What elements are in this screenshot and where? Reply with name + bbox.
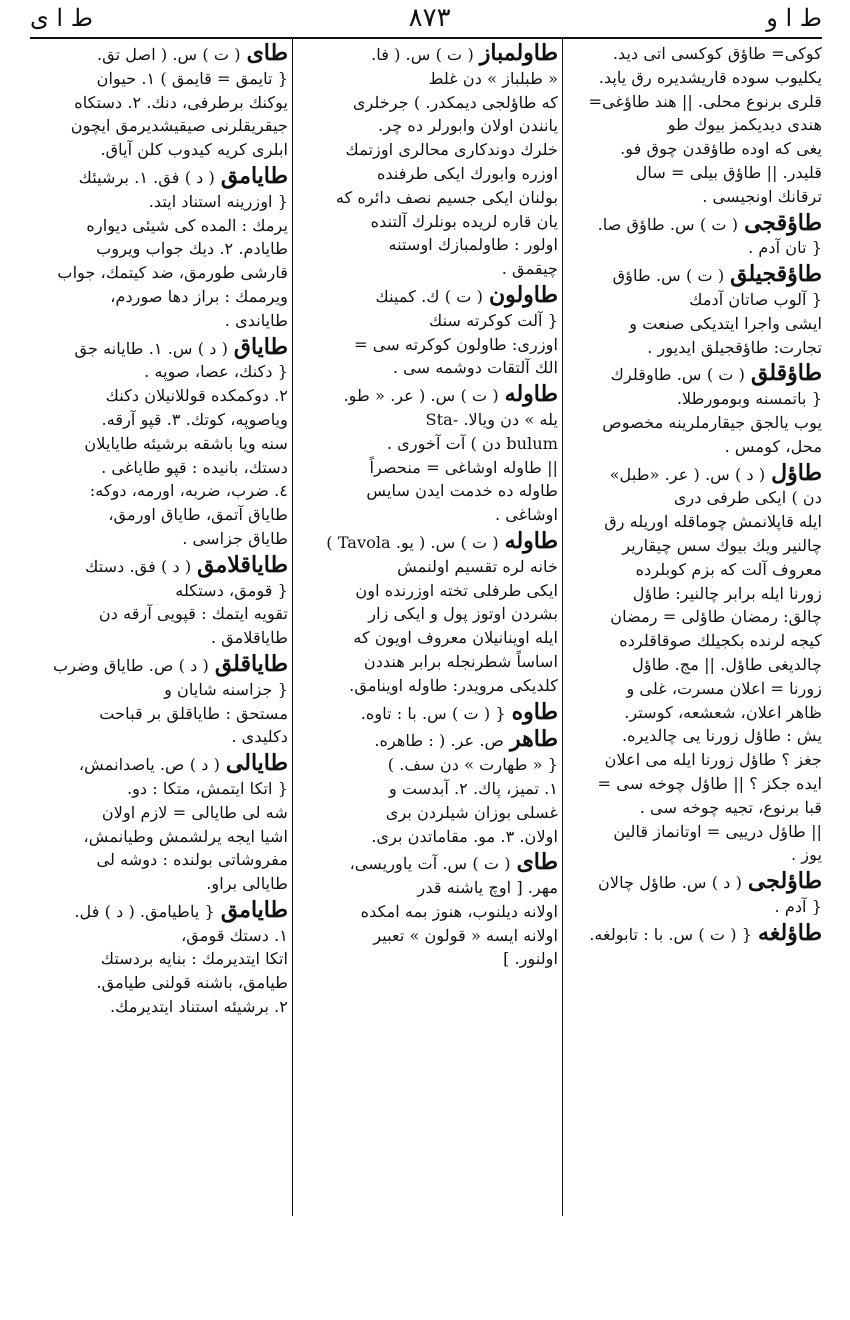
entry-text: جغز ؟ طاؤل زورنا ايله مى اعلان bbox=[604, 750, 822, 770]
dictionary-entry bbox=[296, 851, 558, 971]
entry-line bbox=[296, 210, 558, 234]
header-rule bbox=[30, 37, 822, 39]
dictionary-entry bbox=[296, 701, 558, 726]
entry-line bbox=[566, 236, 822, 260]
entry-line bbox=[296, 456, 558, 480]
entry-text: ٢. برشيئه استناد ايتديرمك. bbox=[110, 997, 288, 1017]
entry-text: ( ت ) س. ( عر. « طو. bbox=[343, 386, 499, 406]
entry-line bbox=[566, 42, 822, 66]
entry-text: مستحق : طاياقلق بر قباحت bbox=[99, 703, 288, 723]
entry-text: چيقمق . bbox=[501, 259, 558, 279]
entry-line bbox=[566, 462, 822, 487]
entry-text: جيقريقلرنى صيقيشديرمق ايچون bbox=[70, 116, 288, 136]
column-middle bbox=[296, 42, 558, 1217]
entry-line bbox=[30, 384, 288, 408]
entry-line bbox=[566, 870, 822, 895]
entry-text: اولانه ايسه « قولون » تعبير bbox=[373, 925, 558, 945]
entry-text: اولانه ديلنوب، هنوز بمه امكده bbox=[360, 901, 558, 921]
entry-line bbox=[566, 582, 822, 606]
entry-line bbox=[296, 432, 558, 456]
entry-text: طاياقلامق . bbox=[210, 628, 288, 648]
entry-text: ( د ) ص. ياصدانمش، bbox=[78, 755, 220, 775]
entry-text: خلرك دوندكارى محالرى اوزتمك bbox=[345, 140, 558, 160]
entry-text: اولان. ٣. مو. مقاماتدن برى. bbox=[371, 826, 558, 846]
entry-line bbox=[566, 336, 822, 360]
entry-line bbox=[30, 899, 288, 924]
entry-headword: طاولون bbox=[488, 283, 558, 308]
entry-text: { « طهارت » دن سف. ) bbox=[387, 755, 558, 775]
entry-text: ابلرى كريه كيدوب كلن آياق. bbox=[100, 140, 288, 160]
entry-line bbox=[296, 947, 558, 971]
entry-text: اتكا ايتديرمك : بنايه بردستك bbox=[100, 949, 288, 969]
entry-text: ( د ) س. طاؤل چالان bbox=[597, 873, 742, 893]
entry-headword: طاياقلق bbox=[214, 652, 288, 677]
entry-line bbox=[30, 725, 288, 749]
entry-line bbox=[566, 558, 822, 582]
entry-headword: طايامق bbox=[220, 164, 288, 189]
entry-text: ١. تميز، پاك. ٢. آبدست و bbox=[388, 778, 558, 798]
entry-line bbox=[566, 796, 822, 820]
entry-text: قليدر. || طاؤق بيلى = سال bbox=[635, 162, 822, 182]
entry-line bbox=[566, 113, 822, 137]
entry-line bbox=[566, 510, 822, 534]
entry-text: { باتمسنه وبومورطلا. bbox=[676, 389, 822, 409]
entry-headword: طاوه bbox=[511, 700, 558, 725]
entry-line bbox=[30, 579, 288, 603]
entry-text: دكليدى . bbox=[231, 727, 288, 747]
entry-text: { قومق، دستكله bbox=[175, 580, 288, 600]
entry-text: { دكنك، عصا، صوپه . bbox=[144, 362, 288, 382]
column-divider bbox=[562, 38, 563, 1216]
entry-line bbox=[30, 432, 288, 456]
entry-line bbox=[296, 753, 558, 777]
entry-line bbox=[296, 479, 558, 503]
entry-text: طاياق آتمق، طاياق اورمق، bbox=[108, 505, 288, 525]
entry-line bbox=[296, 233, 558, 257]
entry-text: اولنور. ] bbox=[503, 949, 558, 969]
entry-text: bulum دن ) آت آخورى . bbox=[386, 433, 558, 453]
entry-text: بولنان ايكى جسيم نصف دائره كه bbox=[335, 187, 558, 207]
dictionary-entry bbox=[30, 165, 288, 333]
entry-line bbox=[566, 288, 822, 312]
entry-line bbox=[566, 161, 822, 185]
entry-text: خانه لره تقسيم اولنمش bbox=[397, 556, 558, 576]
entry-line bbox=[296, 555, 558, 579]
entry-line bbox=[296, 851, 558, 876]
left-guide-word: ط ا ی bbox=[30, 4, 93, 32]
entry-line bbox=[296, 801, 558, 825]
entry-text: اشيا ايجه يرلشمش وطيانمش، bbox=[83, 826, 288, 846]
entry-headword: طاؤلجى bbox=[747, 870, 822, 895]
entry-line bbox=[566, 312, 822, 336]
entry-text: يوب يالجق جيقارملرينه مخصوص bbox=[602, 412, 822, 432]
entry-line bbox=[30, 554, 288, 579]
entry-text: ويرممك : براز دها صوردم، bbox=[110, 286, 288, 306]
entry-line bbox=[30, 626, 288, 650]
entry-text: ايله اوينانيلان معروف اويون كه bbox=[353, 628, 558, 648]
dictionary-entry bbox=[296, 383, 558, 527]
entry-line bbox=[30, 752, 288, 777]
entry-text: يرمك : المده كى شيئى ديواره bbox=[86, 215, 288, 235]
entry-text: هندى ديديكمز بيوك طو bbox=[667, 115, 822, 135]
entry-text: اولور : طاولمبازك اوستنه bbox=[388, 235, 558, 255]
entry-line bbox=[30, 924, 288, 948]
entry-text: طايادم. ٢. ديك جواب ويروب bbox=[96, 239, 288, 259]
entry-text: يكليوب سوده قاريشديره رق ياپد. bbox=[598, 67, 822, 87]
entry-line bbox=[30, 309, 288, 333]
entry-line bbox=[296, 602, 558, 626]
entry-text: كيجه لرنده بكجيلك صوقاقلرده bbox=[619, 631, 822, 651]
entry-line bbox=[566, 895, 822, 919]
dictionary-entry bbox=[30, 42, 288, 162]
entry-line bbox=[566, 922, 822, 947]
entry-text: ايكى طرفلى تخته اوزرنده اون bbox=[355, 580, 558, 600]
entry-line bbox=[30, 165, 288, 190]
dictionary-entry bbox=[566, 362, 822, 458]
entry-line bbox=[296, 333, 558, 357]
entry-headword: طاولمباز bbox=[479, 42, 558, 66]
entry-line bbox=[296, 503, 558, 527]
column-left bbox=[30, 42, 288, 1217]
entry-text: زورنا = اعلان مسرت، غلى و bbox=[626, 678, 822, 698]
entry-headword: طاوله bbox=[504, 383, 558, 408]
entry-headword: طاؤقجى bbox=[744, 211, 822, 236]
entry-text: كوكى= طاؤق كوكسى اتى ديد. bbox=[612, 44, 822, 63]
dictionary-entry bbox=[566, 212, 822, 261]
entry-text: { ياطيامق. ( د ) فل. bbox=[74, 901, 215, 921]
entry-line bbox=[30, 91, 288, 115]
entry-text: « طبلباز » دن غلط bbox=[428, 68, 558, 88]
entry-text: كلديكى مرويدر: طاوله اوينامق. bbox=[349, 675, 558, 695]
entry-line bbox=[30, 456, 288, 480]
entry-text: قارشى طورمق، ضد كيتمك، جواب bbox=[57, 263, 288, 283]
entry-text: ٢. دوكمكده قوللانيلان دكنك bbox=[105, 386, 288, 406]
entry-line bbox=[296, 309, 558, 333]
entry-text: ( ت ) س. ( فا. bbox=[371, 45, 474, 64]
entry-line bbox=[566, 748, 822, 772]
entry-text: { اتكا ايتمش، متكا : دو. bbox=[126, 778, 288, 798]
entry-headword: طايامق bbox=[220, 898, 288, 923]
entry-text: { ( ت ) س. با : تابولغه. bbox=[589, 924, 753, 944]
entry-line bbox=[296, 924, 558, 948]
entry-line bbox=[296, 383, 558, 408]
entry-line bbox=[30, 67, 288, 91]
entry-text: اوشاغى . bbox=[494, 505, 558, 525]
entry-line bbox=[30, 702, 288, 726]
right-guide-word: ط ا و bbox=[766, 4, 822, 32]
entry-text: || طاؤل درييى = اوتانماز قالين bbox=[613, 821, 822, 841]
entry-text: مفروشاتى بولنده : دوشه لى bbox=[96, 850, 288, 870]
entry-line bbox=[566, 486, 822, 510]
entry-text: ( ت ) س. ( يو. Tavola ) bbox=[326, 532, 499, 552]
entry-text: ( ت ) س. طاؤق bbox=[612, 266, 725, 286]
entry-line bbox=[30, 527, 288, 551]
entry-text: چالنير ويك بيوك سس چيقارير bbox=[622, 535, 822, 555]
entry-line bbox=[296, 876, 558, 900]
entry-line bbox=[30, 971, 288, 995]
dictionary-entry bbox=[30, 899, 288, 1019]
entry-line bbox=[566, 820, 822, 844]
entry-text: { آلت كوكرته سنك bbox=[428, 310, 558, 330]
entry-text: ايشى واجرا ايتديكى صنعت و bbox=[629, 313, 822, 333]
entry-text: اوزرى: طاولون كوكرته سى = bbox=[354, 334, 558, 354]
entry-line bbox=[30, 947, 288, 971]
entry-line bbox=[296, 138, 558, 162]
entry-text: يوكنك برطرفى، دنك. ٢. دستكاه bbox=[74, 92, 288, 112]
entry-text: ( د ) س. ١. طايانه جق bbox=[74, 338, 228, 358]
entry-text: چالديغى طاؤل. || مج. طاؤل bbox=[632, 654, 822, 674]
entry-line bbox=[30, 848, 288, 872]
entry-line bbox=[566, 212, 822, 237]
entry-line bbox=[30, 678, 288, 702]
entry-line bbox=[30, 114, 288, 138]
entry-text: يغى كه اوده طاؤقدن چوق فو. bbox=[620, 139, 822, 159]
entry-text: يان قاره لريده بونلرك آلتنده bbox=[370, 211, 558, 231]
entry-line bbox=[30, 408, 288, 432]
entry-text: { اوزرينه استناد ايتد. bbox=[148, 191, 288, 211]
entry-line bbox=[296, 356, 558, 380]
entry-text: قبا برنوع، تجيه چوخه سى . bbox=[639, 797, 822, 817]
entry-line bbox=[296, 42, 558, 67]
entry-headword: طاؤقلق bbox=[751, 362, 822, 387]
entry-text: ( د ) ص. طاياق وضرب bbox=[52, 655, 209, 675]
entry-line bbox=[566, 362, 822, 387]
dictionary-entry bbox=[296, 284, 558, 380]
entry-line bbox=[296, 626, 558, 650]
entry-text: ( د ) فق. دستك bbox=[85, 556, 192, 576]
entry-line bbox=[296, 162, 558, 186]
entry-text: مهر. [ اوچ ياشنه قدر bbox=[417, 878, 558, 898]
entry-line bbox=[296, 114, 558, 138]
entry-line bbox=[296, 408, 558, 432]
entry-text: يوز . bbox=[791, 845, 822, 865]
entry-line bbox=[296, 257, 558, 281]
entry-text: طاياندى . bbox=[224, 310, 288, 330]
dictionary-entry bbox=[296, 42, 558, 281]
page-number: ۸۷۳ bbox=[408, 3, 451, 33]
entry-line bbox=[566, 629, 822, 653]
entry-text: دن ) ايكى طرفى درى bbox=[673, 488, 822, 508]
entry-headword: طاؤقجيلق bbox=[730, 263, 822, 288]
entry-text: يانندن اولان وابورلر ده چر. bbox=[378, 116, 558, 136]
entry-text: طاياق جزاسى . bbox=[182, 528, 288, 548]
entry-line bbox=[566, 137, 822, 161]
entry-line bbox=[30, 602, 288, 626]
entry-headword: طاؤل bbox=[771, 461, 822, 486]
entry-line bbox=[30, 336, 288, 361]
entry-text: يله » دن ويالا. -Sta bbox=[425, 409, 558, 429]
entry-line bbox=[296, 186, 558, 210]
dictionary-entry bbox=[30, 752, 288, 896]
entry-line bbox=[566, 843, 822, 867]
entry-headword: طاياق bbox=[233, 335, 288, 360]
entry-text: { آدم . bbox=[774, 896, 822, 916]
column-right bbox=[566, 42, 822, 1217]
entry-headword: طاى bbox=[516, 851, 558, 876]
entry-line bbox=[30, 479, 288, 503]
entry-text: طيامق، باشنه قولنى طيامق. bbox=[96, 973, 288, 993]
entry-text: دستك، بانيده : قپو طاياغى . bbox=[101, 457, 288, 477]
entry-text: ظاهر اعلان، شعشعه، كوستر. bbox=[624, 702, 822, 722]
dictionary-entry bbox=[296, 728, 558, 848]
entry-line bbox=[30, 777, 288, 801]
entry-line bbox=[296, 67, 558, 91]
entry-line bbox=[296, 579, 558, 603]
entry-line bbox=[566, 724, 822, 748]
entry-line bbox=[566, 90, 822, 114]
entry-text: اوزره وابورك ايكى طرفنده bbox=[376, 163, 558, 183]
entry-text: غسلى بوزان شيلردن برى bbox=[385, 802, 558, 822]
entry-text: ٤. ضرب، ضربه، اورمه، دوكه: bbox=[89, 481, 288, 501]
dictionary-entry bbox=[566, 922, 822, 947]
entry-text: سنه ويا باشقه برشيئه طايايلان bbox=[84, 433, 288, 453]
entry-line bbox=[566, 387, 822, 411]
entry-line bbox=[30, 42, 288, 67]
dictionary-entry bbox=[566, 42, 822, 209]
entry-line bbox=[296, 650, 558, 674]
entry-line bbox=[30, 237, 288, 261]
entry-text: معروف آلت كه بزم كوبلرده bbox=[635, 559, 822, 579]
entry-text: شه لى طايالى = لازم اولان bbox=[101, 802, 288, 822]
entry-headword: طايالى bbox=[225, 752, 288, 777]
entry-text: اساساً شطرنجله برابر هنددن bbox=[363, 651, 558, 671]
entry-text: بشردن اوتوز پول و ايكى زار bbox=[368, 604, 558, 624]
entry-line bbox=[566, 411, 822, 435]
entry-text: محل، كومس . bbox=[724, 436, 822, 456]
entry-line bbox=[296, 701, 558, 726]
entry-text: ص. عر. ( : طاهره. bbox=[374, 731, 505, 751]
entry-line bbox=[566, 605, 822, 629]
entry-line bbox=[566, 185, 822, 209]
entry-line bbox=[296, 530, 558, 555]
dictionary-entry bbox=[30, 336, 288, 551]
entry-text: الك آلتقات دوشمه سى . bbox=[392, 358, 558, 378]
entry-text: وياصوپه، كوتك. ٣. قپو آرقه. bbox=[101, 409, 288, 429]
entry-headword: طاى bbox=[246, 42, 288, 66]
entry-text: { آلوب صاتان آدمك bbox=[689, 289, 822, 309]
dictionary-entry bbox=[566, 870, 822, 919]
column-divider bbox=[292, 38, 293, 1216]
entry-line bbox=[30, 872, 288, 896]
entry-line bbox=[30, 285, 288, 309]
entry-text: طايالى براو. bbox=[206, 874, 288, 894]
entry-line bbox=[30, 138, 288, 162]
entry-text: { تايمق = قايمق ) ١. حيوان bbox=[96, 68, 288, 88]
entry-text: { ( ت ) س. با : تاوه. bbox=[360, 703, 506, 723]
entry-line bbox=[296, 728, 558, 753]
dictionary-entry bbox=[296, 530, 558, 698]
entry-text: ترقانك اونجيسى . bbox=[702, 186, 822, 206]
entry-text: چالق: رمضان طاؤلى = رمضان bbox=[610, 607, 822, 627]
entry-headword: طاياقلامق bbox=[197, 553, 288, 578]
entry-text: ( ت ) س. طاؤق صا. bbox=[597, 214, 739, 234]
entry-line bbox=[30, 653, 288, 678]
entry-text: ايله قاپلانمش چوماقله اوريله رق bbox=[604, 512, 822, 532]
entry-text: ( ت ) س. ( اصل تق. bbox=[96, 45, 241, 64]
entry-headword: طاوله bbox=[504, 529, 558, 554]
entry-line bbox=[566, 534, 822, 558]
entry-headword: طاهر bbox=[510, 728, 558, 753]
entry-line bbox=[30, 825, 288, 849]
entry-line bbox=[30, 360, 288, 384]
entry-line bbox=[566, 677, 822, 701]
entry-line bbox=[30, 801, 288, 825]
entry-text: ( ت ) س. آت ياوريسى، bbox=[349, 854, 511, 874]
entry-line bbox=[566, 701, 822, 725]
entry-text: || طاوله اوشاغى = منحصراً bbox=[369, 457, 558, 477]
entry-line bbox=[30, 995, 288, 1019]
entry-line bbox=[296, 284, 558, 309]
entry-line bbox=[30, 190, 288, 214]
entry-line bbox=[30, 214, 288, 238]
entry-text: زورنا ايله برابر چالنير: طاؤل bbox=[632, 583, 822, 603]
dictionary-entry bbox=[566, 263, 822, 359]
dictionary-entry bbox=[30, 554, 288, 650]
entry-line bbox=[296, 674, 558, 698]
entry-line bbox=[566, 263, 822, 288]
entry-line bbox=[30, 503, 288, 527]
entry-line bbox=[30, 261, 288, 285]
entry-text: ( د ) س. ( عر. «طبل» bbox=[609, 464, 766, 484]
entry-line bbox=[296, 777, 558, 801]
entry-text: يش : طاؤل زورنا يى چالديره. bbox=[621, 726, 822, 746]
entry-text: كه طاؤلجى ديمكدر. ) جرخلرى bbox=[352, 92, 558, 112]
entry-text: ( د ) فق. ١. برشيئك bbox=[78, 167, 215, 187]
entry-line bbox=[566, 772, 822, 796]
entry-text: { تان آدم . bbox=[748, 238, 822, 258]
entry-text: { جزاسنه شايان و bbox=[164, 679, 288, 699]
dictionary-entry bbox=[30, 653, 288, 749]
entry-line bbox=[566, 66, 822, 90]
entry-text: تجارت: طاؤقجيلق ايديور . bbox=[647, 337, 822, 357]
entry-headword: طاؤلغه bbox=[758, 921, 822, 946]
dictionary-entry bbox=[566, 462, 822, 868]
entry-line bbox=[296, 825, 558, 849]
page-header bbox=[30, 0, 822, 36]
entry-line bbox=[296, 91, 558, 115]
entry-text: ايده جكز ؟ || طاؤل چوخه سى = bbox=[597, 773, 822, 793]
entry-text: طاوله ده خدمت ايدن سايس bbox=[366, 481, 558, 501]
entry-text: ( ت ) س. طاوقلرك bbox=[610, 365, 746, 385]
entry-text: ١. دستك قومق، bbox=[181, 925, 288, 945]
entry-text: قلرى برنوع محلى. || هند طاؤغى= bbox=[588, 91, 822, 111]
entry-line bbox=[566, 653, 822, 677]
entry-text: تقويه ايتمك : قپويى آرقه دن bbox=[98, 604, 288, 624]
entry-text: ( ت ) ك. كمينك bbox=[375, 286, 483, 306]
entry-line bbox=[296, 900, 558, 924]
entry-line bbox=[566, 435, 822, 459]
